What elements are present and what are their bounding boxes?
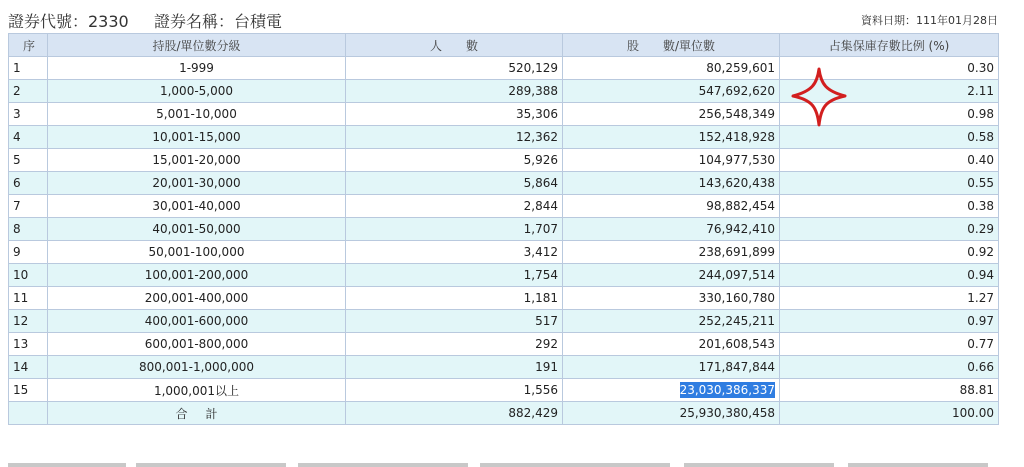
row-index: 5 xyxy=(9,149,48,172)
row-index: 7 xyxy=(9,195,48,218)
shares-cell: 252,245,211 xyxy=(563,310,780,333)
people-count-cell: 1,556 xyxy=(346,379,563,402)
star-annotation-icon xyxy=(790,66,848,128)
table-header-row xyxy=(9,34,999,57)
holding-range-cell: 50,001-100,000 xyxy=(48,241,346,264)
table-row xyxy=(9,333,999,356)
cropped-footer-text xyxy=(8,454,998,467)
people-count-cell: 1,754 xyxy=(346,264,563,287)
percentage-cell: 0.98 xyxy=(780,103,999,126)
shares-cell: 80,259,601 xyxy=(563,57,780,80)
holding-range-cell: 1,000,001以上 xyxy=(48,379,346,402)
shares-cell: 256,548,349 xyxy=(563,103,780,126)
total-people: 882,429 xyxy=(346,402,563,425)
shareholding-distribution-table xyxy=(8,33,999,425)
row-index: 4 xyxy=(9,126,48,149)
shares-cell: 547,692,620 xyxy=(563,80,780,103)
row-index: 15 xyxy=(9,379,48,402)
percentage-cell: 0.66 xyxy=(780,356,999,379)
percentage-cell: 0.58 xyxy=(780,126,999,149)
shares-cell: 201,608,543 xyxy=(563,333,780,356)
row-index: 6 xyxy=(9,172,48,195)
shares-cell: 98,882,454 xyxy=(563,195,780,218)
percentage-cell: 0.30 xyxy=(780,57,999,80)
holding-range-cell: 800,001-1,000,000 xyxy=(48,356,346,379)
percentage-cell: 0.29 xyxy=(780,218,999,241)
percentage-cell: 0.38 xyxy=(780,195,999,218)
percentage-cell: 0.55 xyxy=(780,172,999,195)
holding-range-cell: 1,000-5,000 xyxy=(48,80,346,103)
table-row xyxy=(9,149,999,172)
people-count-cell: 1,707 xyxy=(346,218,563,241)
percentage-cell: 0.40 xyxy=(780,149,999,172)
people-count-cell: 289,388 xyxy=(346,80,563,103)
table-row xyxy=(9,195,999,218)
data-date: 資料日期：111年01月28日 xyxy=(861,14,998,27)
table-row xyxy=(9,264,999,287)
people-count-cell: 35,306 xyxy=(346,103,563,126)
table-row xyxy=(9,218,999,241)
row-index: 3 xyxy=(9,103,48,126)
shares-cell: 152,418,928 xyxy=(563,126,780,149)
people-count-cell: 520,129 xyxy=(346,57,563,80)
people-count-cell: 5,926 xyxy=(346,149,563,172)
column-header-shares: 股 數/單位數 xyxy=(563,34,780,57)
table-row xyxy=(9,287,999,310)
holding-range-cell: 15,001-20,000 xyxy=(48,149,346,172)
shares-cell: 238,691,899 xyxy=(563,241,780,264)
table-row xyxy=(9,57,999,80)
total-index-cell xyxy=(9,402,48,425)
people-count-cell: 292 xyxy=(346,333,563,356)
total-row xyxy=(9,402,999,425)
holding-range-cell: 200,001-400,000 xyxy=(48,287,346,310)
table-body xyxy=(9,57,999,425)
holding-range-cell: 20,001-30,000 xyxy=(48,172,346,195)
percentage-cell: 0.94 xyxy=(780,264,999,287)
security-code: 證券代號：2330 xyxy=(8,12,129,31)
holding-range-cell: 400,001-600,000 xyxy=(48,310,346,333)
people-count-cell: 5,864 xyxy=(346,172,563,195)
table-row xyxy=(9,172,999,195)
row-index: 13 xyxy=(9,333,48,356)
holding-range-cell: 1-999 xyxy=(48,57,346,80)
holding-range-cell: 100,001-200,000 xyxy=(48,264,346,287)
shares-cell: 171,847,844 xyxy=(563,356,780,379)
row-index: 2 xyxy=(9,80,48,103)
table-row xyxy=(9,103,999,126)
shares-cell xyxy=(563,379,780,402)
total-label-a: 合 xyxy=(175,406,188,421)
people-count-cell: 517 xyxy=(346,310,563,333)
people-count-cell: 191 xyxy=(346,356,563,379)
selected-text: 23,030,386,337 xyxy=(679,383,775,397)
shares-cell: 244,097,514 xyxy=(563,264,780,287)
shares-cell: 143,620,438 xyxy=(563,172,780,195)
holding-range-cell: 30,001-40,000 xyxy=(48,195,346,218)
total-label xyxy=(48,402,346,425)
column-header-percentage: 占集保庫存數比例 (%) xyxy=(780,34,999,57)
percentage-cell: 0.77 xyxy=(780,333,999,356)
people-count-cell: 2,844 xyxy=(346,195,563,218)
percentage-cell: 0.97 xyxy=(780,310,999,333)
row-index: 12 xyxy=(9,310,48,333)
row-index: 9 xyxy=(9,241,48,264)
shares-cell: 76,942,410 xyxy=(563,218,780,241)
shares-cell: 330,160,780 xyxy=(563,287,780,310)
table-row xyxy=(9,379,999,402)
row-index: 11 xyxy=(9,287,48,310)
people-count-cell: 12,362 xyxy=(346,126,563,149)
percentage-cell: 88.81 xyxy=(780,379,999,402)
total-shares: 25,930,380,458 xyxy=(563,402,780,425)
holding-range-cell: 5,001-10,000 xyxy=(48,103,346,126)
total-label-b: 計 xyxy=(205,406,218,421)
people-count-cell: 1,181 xyxy=(346,287,563,310)
column-header-index: 序 xyxy=(9,34,48,57)
total-percentage: 100.00 xyxy=(780,402,999,425)
holding-range-cell: 600,001-800,000 xyxy=(48,333,346,356)
percentage-cell: 0.92 xyxy=(780,241,999,264)
table-row xyxy=(9,126,999,149)
table-row xyxy=(9,310,999,333)
row-index: 8 xyxy=(9,218,48,241)
percentage-cell: 2.11 xyxy=(780,80,999,103)
people-count-cell: 3,412 xyxy=(346,241,563,264)
table-row xyxy=(9,241,999,264)
percentage-cell: 1.27 xyxy=(780,287,999,310)
table-row xyxy=(9,356,999,379)
row-index: 10 xyxy=(9,264,48,287)
column-header-people: 人 數 xyxy=(346,34,563,57)
table-row xyxy=(9,80,999,103)
row-index: 14 xyxy=(9,356,48,379)
row-index: 1 xyxy=(9,57,48,80)
column-header-holding-range: 持股/單位數分級 xyxy=(48,34,346,57)
holding-range-cell: 10,001-15,000 xyxy=(48,126,346,149)
shares-cell: 104,977,530 xyxy=(563,149,780,172)
holding-range-cell: 40,001-50,000 xyxy=(48,218,346,241)
security-header xyxy=(8,8,1000,32)
security-name: 證券名稱：台積電 xyxy=(154,12,283,31)
